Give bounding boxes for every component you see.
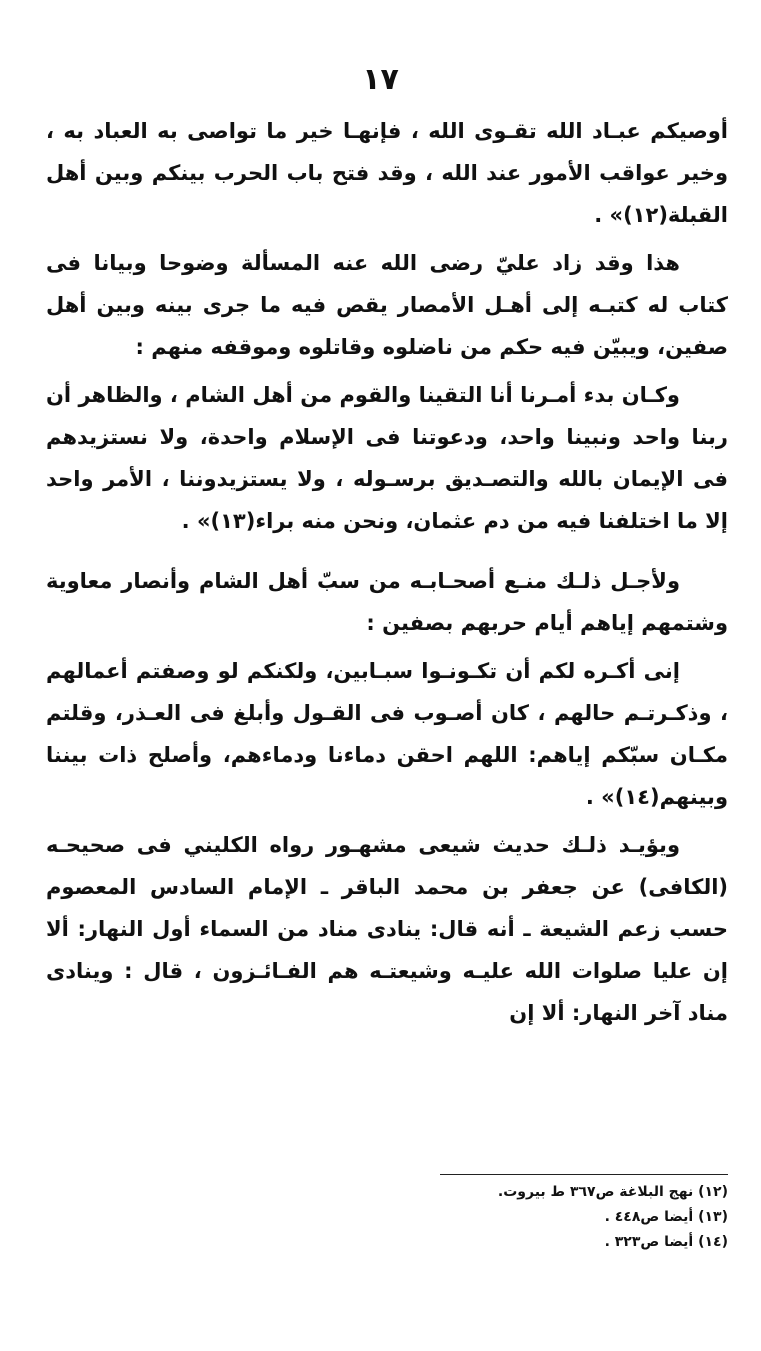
footnote-14: (١٤) أيضا ص٣٢٣ . — [604, 1234, 728, 1250]
footnote-13: (١٣) أيضا ص٤٤٨ . — [604, 1209, 728, 1225]
footnote-12: (١٢) نهج البلاغة ص٣٦٧ ط بيروت. — [497, 1184, 728, 1200]
footnotes — [300, 1180, 728, 1255]
paragraph-1: أوصيكم عبـاد الله تقـوى الله ، فإنهـا خير ما تواصى به العباد به ، وخير عواقب الأمور عند الله ، وقد فتح باب الحرب بينكم وبين أهل القبلة(١٢)» . — [46, 119, 728, 227]
paragraph-2: هذا وقد زاد عليّ رضى الله عنه المسألة وضوحا وبيانا فى كتاب له كتبـه إلى أهـل الأمصار يقص فيه ما جرى بينه وبين أهل صفين، ويبيّن فيه حكم من ناضلوه وقاتلوه وموقفه منهم : — [46, 251, 728, 359]
paragraph-6: ويؤيـد ذلـك حديث شيعى مشهـور رواه الكليني فى صحيحـه (الكافى) عن جعفر بن محمد الباقر ـ الإمام السادس المعصوم حسب زعم الشيعة ـ أنه قال: ينادى مناد من السماء أول النهار: ألا إن عليا صلوات الله عليـه وشيعتـه هم الفـائـزون ، قال : وينادى مناد آخر النهار: ألا إن — [46, 833, 728, 1025]
paragraph-3: وكـان بدء أمـرنا أنا التقينا والقوم من أهل الشام ، والظاهر أن ربنا واحد ونبينا واحد، ودعوتنا فى الإسلام واحدة، ولا نستزيدهم فى الإيمان بالله والتصـديق برسـوله ، ولا يستزيدوننا ، الأمر واحد إلا ما اختلفنا فيه من دم عثمان، ونحن منه براء(١٣)» . — [46, 383, 728, 533]
body-text — [46, 110, 728, 1034]
paragraph-4: ولأجـل ذلـك منـع أصحـابـه من سبّ أهل الشام وأنصار معاوية وشتمهم إياهم أيام حربهم بصفين : — [46, 569, 728, 635]
page-number: ١٧ — [362, 62, 399, 97]
footnote-divider — [440, 1174, 728, 1175]
paragraph-5: إنى أكـره لكم أن تكـونـوا سبـابين، ولكنكم لو وصفتم أعمالهم ، وذكـرتـم حالهم ، كان أصـوب فى القـول وأبلغ فى العـذر، وقلتم مكـان سبّكم إياهم: اللهم احقن دماءنا ودماءهم، وأصلح ذات بيننا وبينهم(١٤)» . — [46, 659, 728, 809]
